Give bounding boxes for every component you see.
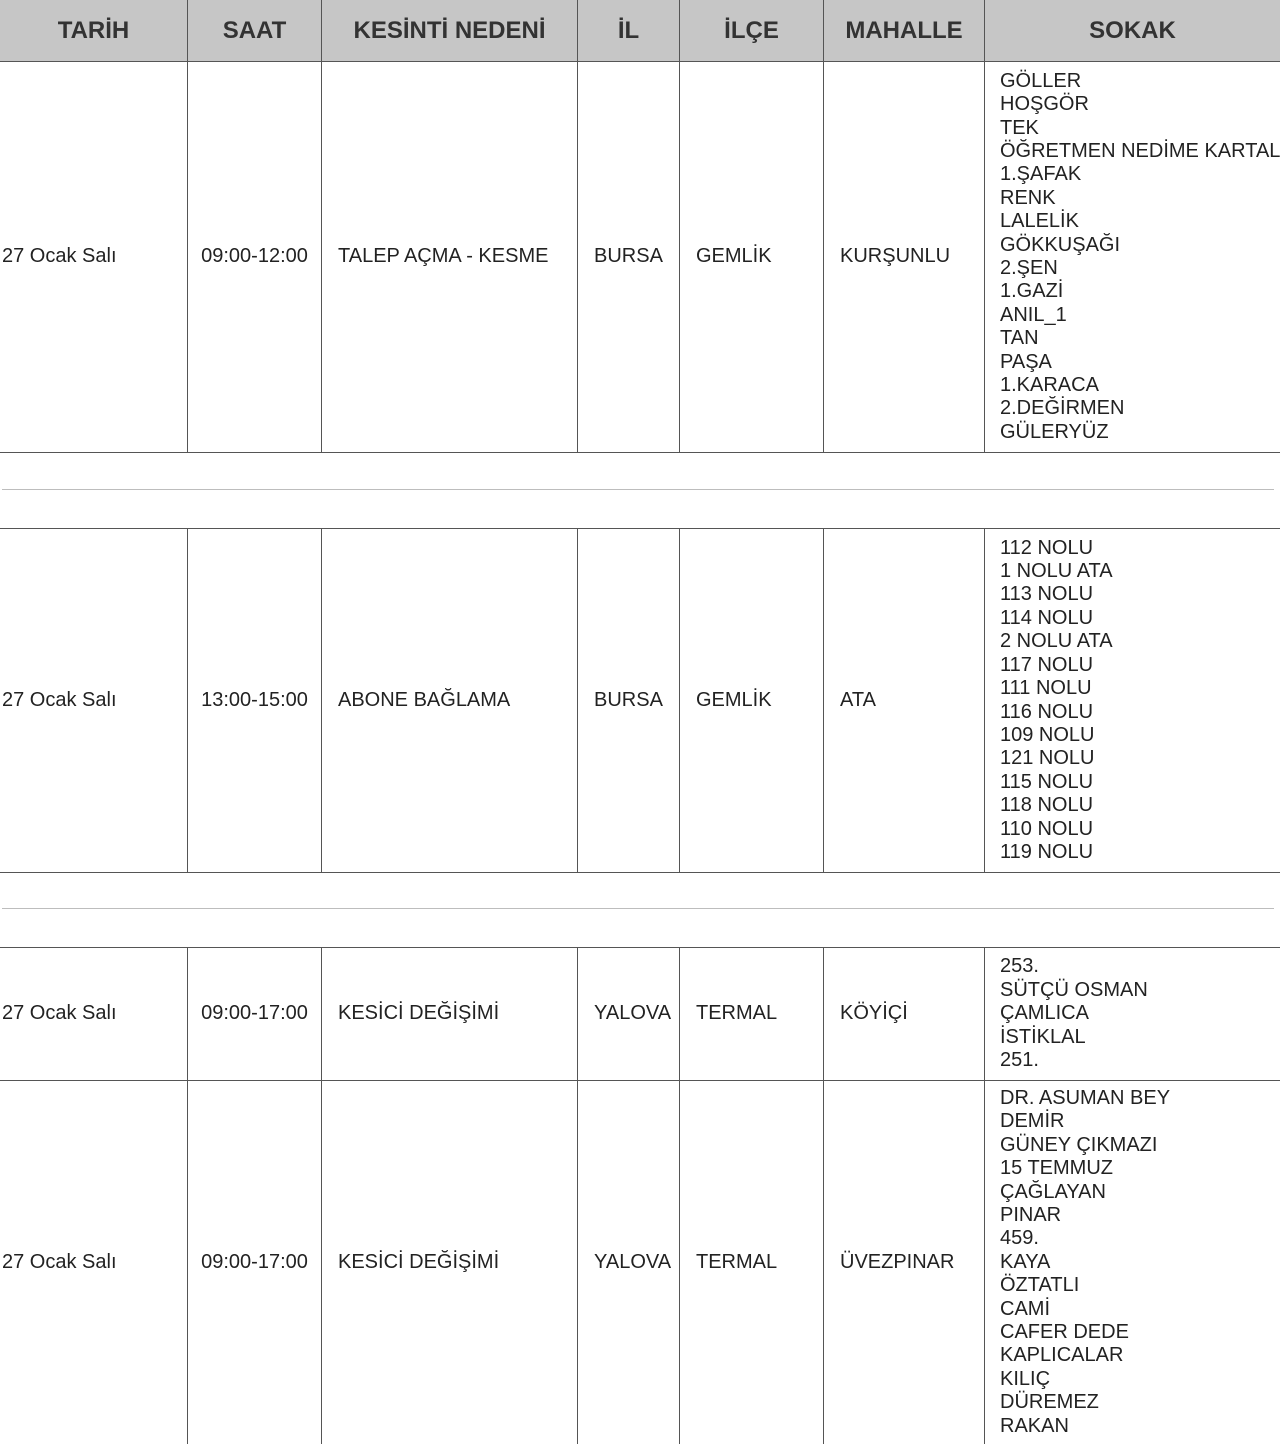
street-name: 2.DEĞİRMEN (1000, 397, 1125, 420)
street-name: RENK (1000, 186, 1056, 209)
cell-kesinti-nedeni: ABONE BAĞLAMA (322, 529, 578, 872)
cell-ilce: TERMAL (680, 948, 824, 1080)
cell-saat: 13:00-15:00 (188, 529, 322, 872)
street-name: GÜNEY ÇIKMAZI (1000, 1133, 1158, 1156)
street-name: 119 NOLU (1000, 840, 1094, 863)
cell-kesinti-nedeni: KESİCİ DEĞİŞİMİ (322, 1081, 578, 1444)
cell-sokak (985, 948, 1280, 1080)
street-name: 1.KARACA (1000, 374, 1099, 397)
cell-tarih: 27 Ocak Salı (0, 62, 188, 452)
street-name: 117 NOLU (1000, 653, 1094, 676)
street-name: ÇAMLICA (1000, 1002, 1089, 1025)
street-name: KAYA (1000, 1250, 1051, 1273)
street-list (1000, 1081, 1170, 1444)
cell-saat: 09:00-12:00 (188, 62, 322, 452)
street-name: DÜREMEZ (1000, 1391, 1099, 1414)
street-name: GÖKKUŞAĞI (1000, 233, 1121, 256)
street-name: GÖLLER (1000, 69, 1082, 92)
street-list (1000, 62, 1280, 452)
cell-tarih: 27 Ocak Salı (0, 529, 188, 872)
header-tarih: TARİH (0, 0, 188, 61)
street-name: 15 TEMMUZ (1000, 1157, 1113, 1180)
street-name: TEK (1000, 116, 1039, 139)
table-row (0, 947, 1280, 1081)
street-name: SÜTÇÜ OSMAN (1000, 978, 1148, 1001)
street-name: PAŞA (1000, 350, 1052, 373)
street-name: RAKAN (1000, 1414, 1069, 1437)
table-header (0, 0, 1280, 62)
street-name: 109 NOLU (1000, 723, 1095, 746)
cell-tarih: 27 Ocak Salı (0, 948, 188, 1080)
header-sokak: SOKAK (1089, 16, 1176, 44)
street-name: HOŞGÖR (1000, 93, 1089, 116)
cell-mahalle: ATA (824, 529, 985, 872)
header-saat: SAAT (188, 0, 322, 61)
cell-il: YALOVA (578, 948, 680, 1080)
street-name: DEMİR (1000, 1110, 1065, 1133)
street-name: LALELİK (1000, 210, 1079, 233)
street-name: 115 NOLU (1000, 770, 1094, 793)
table-row (0, 1081, 1280, 1444)
cell-ilce: TERMAL (680, 1081, 824, 1444)
street-name: ANIL_1 (1000, 303, 1067, 326)
cell-il: BURSA (578, 62, 680, 452)
street-name: 1.ŞAFAK (1000, 163, 1082, 186)
street-name: 112 NOLU (1000, 536, 1094, 559)
cell-kesinti-nedeni: KESİCİ DEĞİŞİMİ (322, 948, 578, 1080)
street-list (1000, 529, 1113, 872)
header-mahalle: MAHALLE (824, 0, 985, 61)
street-name: CAMİ (1000, 1297, 1050, 1320)
street-name: 118 NOLU (1000, 794, 1094, 817)
street-name: 111 NOLU (1000, 677, 1092, 700)
row-separator (2, 908, 1274, 909)
header-kesinti-nedeni: KESİNTİ NEDENİ (322, 0, 578, 61)
cell-il: BURSA (578, 529, 680, 872)
street-name: 1.GAZİ (1000, 280, 1064, 303)
cell-sokak (985, 529, 1280, 872)
header-il: İL (578, 0, 680, 61)
street-name: ÇAĞLAYAN (1000, 1180, 1106, 1203)
street-name: GÜLERYÜZ (1000, 420, 1109, 443)
street-name: 253. (1000, 955, 1039, 978)
street-list (1000, 948, 1148, 1080)
cell-sokak (985, 62, 1280, 452)
cell-kesinti-nedeni: TALEP AÇMA - KESME (322, 62, 578, 452)
cell-saat: 09:00-17:00 (188, 948, 322, 1080)
street-name: 114 NOLU (1000, 606, 1094, 629)
street-name: 116 NOLU (1000, 700, 1094, 723)
street-name: 2 NOLU ATA (1000, 630, 1113, 653)
header-ilce: İLÇE (680, 0, 824, 61)
street-name: CAFER DEDE (1000, 1321, 1129, 1344)
street-name: KILIÇ (1000, 1367, 1051, 1390)
street-name: 110 NOLU (1000, 817, 1094, 840)
street-name: 121 NOLU (1000, 747, 1095, 770)
street-name: 113 NOLU (1000, 583, 1094, 606)
street-name: İSTİKLAL (1000, 1025, 1086, 1048)
street-name: ÖĞRETMEN NEDİME KARTAL (1000, 139, 1280, 162)
cell-ilce: GEMLİK (680, 62, 824, 452)
street-name: 251. (1000, 1049, 1039, 1072)
cell-tarih: 27 Ocak Salı (0, 1081, 188, 1444)
table-row (0, 528, 1280, 873)
cell-il: YALOVA (578, 1081, 680, 1444)
row-separator (2, 489, 1274, 490)
street-name: 2.ŞEN (1000, 257, 1058, 279)
street-name: 459. (1000, 1227, 1039, 1250)
cell-sokak (985, 1081, 1280, 1444)
street-name: KAPLICALAR (1000, 1344, 1124, 1367)
street-name: 1 NOLU ATA (1000, 560, 1113, 583)
street-name: TAN (1000, 327, 1039, 350)
cell-ilce: GEMLİK (680, 529, 824, 872)
cell-mahalle: KÖYİÇİ (824, 948, 985, 1080)
street-name: PINAR (1000, 1203, 1062, 1226)
cell-mahalle: ÜVEZPINAR (824, 1081, 985, 1444)
street-name: DR. ASUMAN BEY (1000, 1086, 1171, 1109)
street-name: ÖZTATLI (1000, 1274, 1080, 1297)
cell-saat: 09:00-17:00 (188, 1081, 322, 1444)
cell-mahalle: KURŞUNLU (824, 62, 985, 452)
table-row (0, 62, 1280, 453)
